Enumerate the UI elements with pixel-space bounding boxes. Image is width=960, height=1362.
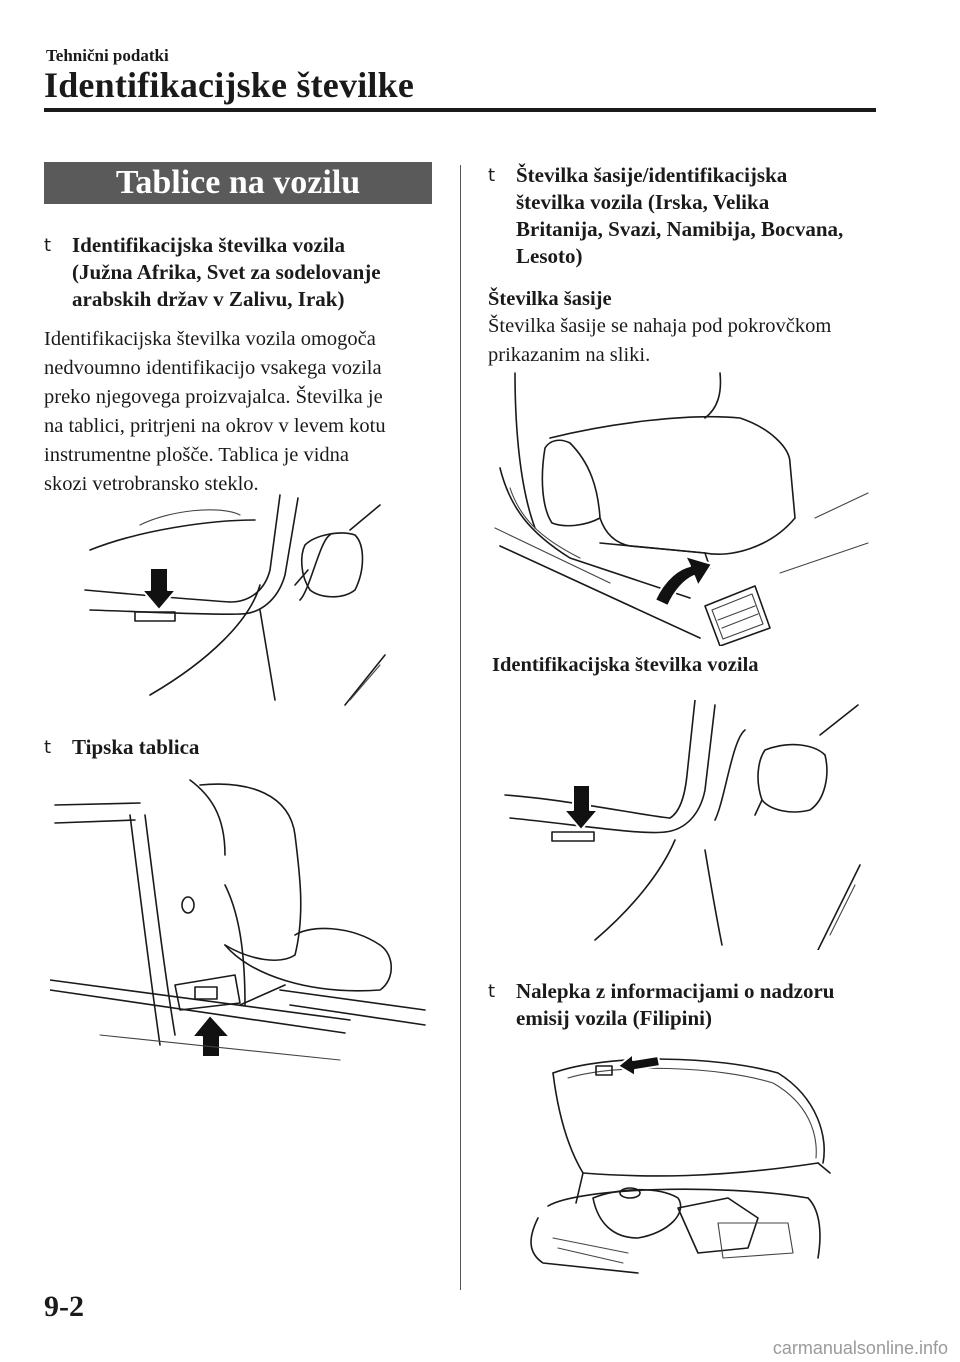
page-title: Identifikacijske številke [44,65,414,105]
bullet-icon: t [44,235,52,256]
chapter-label: Tehnični podatki [46,46,169,65]
vin-description [44,325,386,499]
column-divider [460,165,461,1290]
body-line: preko njegovega proizvajalca. Številka je [44,386,383,408]
heading-line: Nalepka z informacijami o nadzoru [516,979,835,1003]
hood-emission-label-illustration [518,1048,848,1276]
heading-line: (Južna Afrika, Svet za sodelovanje [72,260,381,284]
watermark: carmanualsonline.info [772,1338,948,1358]
type-plate-illustration [50,775,435,1065]
body-line: Številka šasije se nahaja pod pokrovčkom [488,315,832,337]
heading-line: Tipska tablica [72,735,200,759]
heading-vin-south-africa [44,232,381,313]
chassis-subheading: Številka šasije [488,288,612,310]
heading-line: številka vozila (Irska, Velika [516,190,770,214]
bullet-icon: t [44,737,52,758]
body-line: na tablici, pritrjeni na okrov v levem kotu [44,415,386,437]
body-line: skozi vetrobransko steklo. [44,473,259,495]
chassis-cover-illustration [490,368,870,646]
page-number: 9-2 [44,1290,84,1323]
heading-line: Britanija, Svazi, Namibija, Bocvana, [516,217,844,241]
body-line: nedvoumno identifikacijo vsakega vozila [44,357,382,379]
heading-emission-label [488,978,835,1032]
bullet-icon: t [488,981,496,1002]
bullet-icon: t [488,165,496,186]
body-line: prikazanim na sliki. [488,344,651,366]
heading-line: emisij vozila (Filipini) [516,1006,712,1030]
heading-line: Identifikacijska številka vozila [72,233,346,257]
dashboard-vin-illustration-right [500,700,870,950]
body-line: Identifikacijska številka vozila omogoča [44,328,376,350]
heading-type-plate [44,734,200,761]
body-line: instrumentne plošče. Tablica je vidna [44,444,350,466]
chassis-description [488,312,831,370]
heading-chassis-number [488,162,844,270]
section-banner: Tablice na vozilu [44,162,432,204]
heading-line: Lesoto) [516,244,583,268]
vin-caption: Identifikacijska številka vozila [492,654,759,676]
title-rule [44,108,876,112]
dashboard-vin-illustration [80,490,410,715]
heading-line: Številka šasije/identifikacijska [516,163,788,187]
heading-line: arabskih držav v Zalivu, Irak) [72,287,345,311]
